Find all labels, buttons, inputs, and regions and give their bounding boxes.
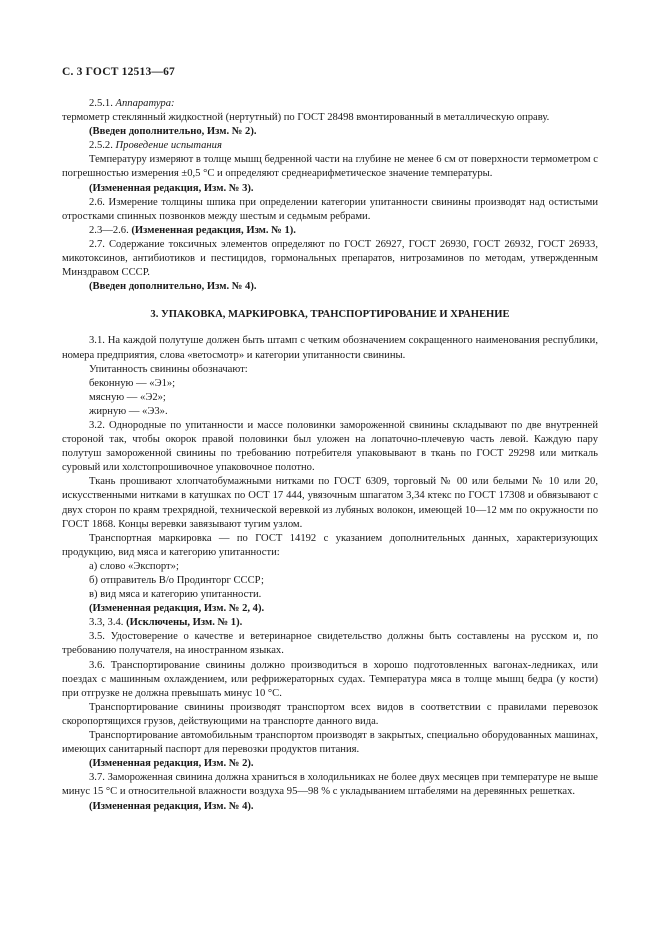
clause-3-6: 3.6. Транспортирование свинины должно производиться в хорошо подготовленных вагонах-ледниках, или поездах с машинным охлаждением, или рефрижераторных судах. Температура мяса в толще мышц бедра (у кости) при отгрузке не должна превышать минус 10 °С. xyxy=(62,659,598,699)
clause-number: 2.3—2.6. xyxy=(89,224,129,236)
list-item: б) отправитель В/о Продинторг СССР; xyxy=(89,575,264,586)
clause-3-5: 3.5. Удостоверение о качестве и ветеринарное свидетельство должны быть составлены на русском и, по требованию получателя, на иностранном языках. xyxy=(62,631,598,657)
amendment-note: (Введен дополнительно, Изм. № 4). xyxy=(89,281,257,293)
clause-3-2-marking: Транспортная маркировка — по ГОСТ 14192 с указанием дополнительных данных, характеризующих продукцию, вид мяса и категорию упитанности: xyxy=(62,532,598,558)
amendment-note: (Исключены, Изм. № 1). xyxy=(126,617,243,629)
list-item: мясную — «Э2»; xyxy=(89,391,166,403)
fatness-intro: Упитанность свинины обозначают: xyxy=(89,363,248,375)
clause-2-5-2-text: Температуру измеряют в толще мышц бедренной части на глубине не менее 6 см от поверхности термометром с погрешностью измерения ±0,5 °С и определяют среднеарифметическое значение температуры. xyxy=(62,154,598,180)
clause-2-5-1-title xyxy=(62,97,598,111)
clause-3-2: 3.2. Однородные по упитанности и массе половинки замороженной свинины складывают по две внутренней стороной так, чтобы окорок правой половинки был уложен на лопаточно-плечевую часть левой. Каждую пару полутуш замороженной свинины по требованию потребителя упаковывают в ткань по ГОСТ 29298 или миткаль суровый или холстопрошивочное упаковочное полотно. xyxy=(62,419,598,474)
clause-3-6-auto: Транспортирование автомобильным транспортом производят в закрытых, специально оборудованных машинах, имеющих санитарный паспорт для перевозки продуктов питания. xyxy=(62,730,598,756)
list-item: в) вид мяса и категорию упитанности. xyxy=(89,589,262,601)
clause-title: Аппаратура: xyxy=(115,98,175,109)
clause-3-2-sewing: Ткань прошивают хлопчатобумажными нитками по ГОСТ 6309, торговый № 00 или белыми № 10 или 20, искусственными нитками в катушках по ОСТ 17 444, увязочным шпагатом 3,34 ктекс по ГОСТ 17308 и обвязывают с двух сторон по краям трехрядной, технической веревкой из лубяных волокон, имеющей 10—12 мм по окружности по ГОСТ 1868. Концы веревки завязывают тугим узлом. xyxy=(62,476,598,530)
clause-number: 3.3, 3.4. xyxy=(89,617,124,629)
list-item: жирную — «Э3». xyxy=(89,405,168,417)
clause-2-7: 2.7. Содержание токсичных элементов определяют по ГОСТ 26927, ГОСТ 26930, ГОСТ 26932, ГОСТ 26933, микотоксинов, антибиотиков и пестицидов, гормональных препаратов, нитрозаминов по методам, утвержденным Минздравом СССР. xyxy=(62,238,598,279)
clause-title: Проведение испытания xyxy=(115,140,222,152)
clause-2-6: 2.6. Измерение толщины шпика при определении категории упитанности свинины производят над остистыми отростками спинных позвонков между шестым и седьмым ребрами. xyxy=(62,196,598,222)
amendment-note: (Измененная редакция, Изм. № 2, 4). xyxy=(89,603,265,615)
document-body xyxy=(62,97,598,814)
amendment-note: (Измененная редакция, Изм. № 1). xyxy=(131,224,296,236)
amendment-note: (Измененная редакция, Изм. № 3). xyxy=(89,182,254,194)
clause-3-6-transport: Транспортирование свинины производят транспортом всех видов в соответствии с правилами перевозок скоропортящихся грузов, действующими на транспорте данного вида. xyxy=(62,701,598,727)
clause-3-7: 3.7. Замороженная свинина должна храниться в холодильниках не более двух месяцев при температуре не выше минус 15 °С и относительной влажности воздуха 95—98 % с укладыванием штабелями на деревянных решетках. xyxy=(62,772,598,798)
clause-number: 2.5.2. xyxy=(89,140,113,152)
clause-2-5-2-title xyxy=(62,139,598,153)
clause-3-1: 3.1. На каждой полутуше должен быть штамп с четким обозначением сокращенного наименования республики, номера предприятия, слова «ветосмотр» и категории упитанности свинины. xyxy=(62,335,598,361)
page-header: С. 3 ГОСТ 12513—67 xyxy=(62,66,175,78)
amendment-note: (Измененная редакция, Изм. № 2). xyxy=(89,758,254,770)
clause-2-3-2-6 xyxy=(62,224,598,238)
section-heading: 3. УПАКОВКА, МАРКИРОВКА, ТРАНСПОРТИРОВАНИЕ И ХРАНЕНИЕ xyxy=(150,309,510,321)
list-item: а) слово «Экспорт»; xyxy=(89,560,179,572)
amendment-note: (Введен дополнительно, Изм. № 2). xyxy=(89,126,257,138)
amendment-note: (Измененная редакция, Изм. № 4). xyxy=(89,800,254,812)
clause-2-5-1-text: термометр стеклянный жидкостной (нертутный) по ГОСТ 28498 вмонтированный в металлическую оправу. xyxy=(62,112,550,124)
clause-3-3-3-4 xyxy=(62,616,598,630)
clause-number: 2.5.1. xyxy=(89,98,113,109)
list-item: беконную — «Э1»; xyxy=(89,377,176,389)
